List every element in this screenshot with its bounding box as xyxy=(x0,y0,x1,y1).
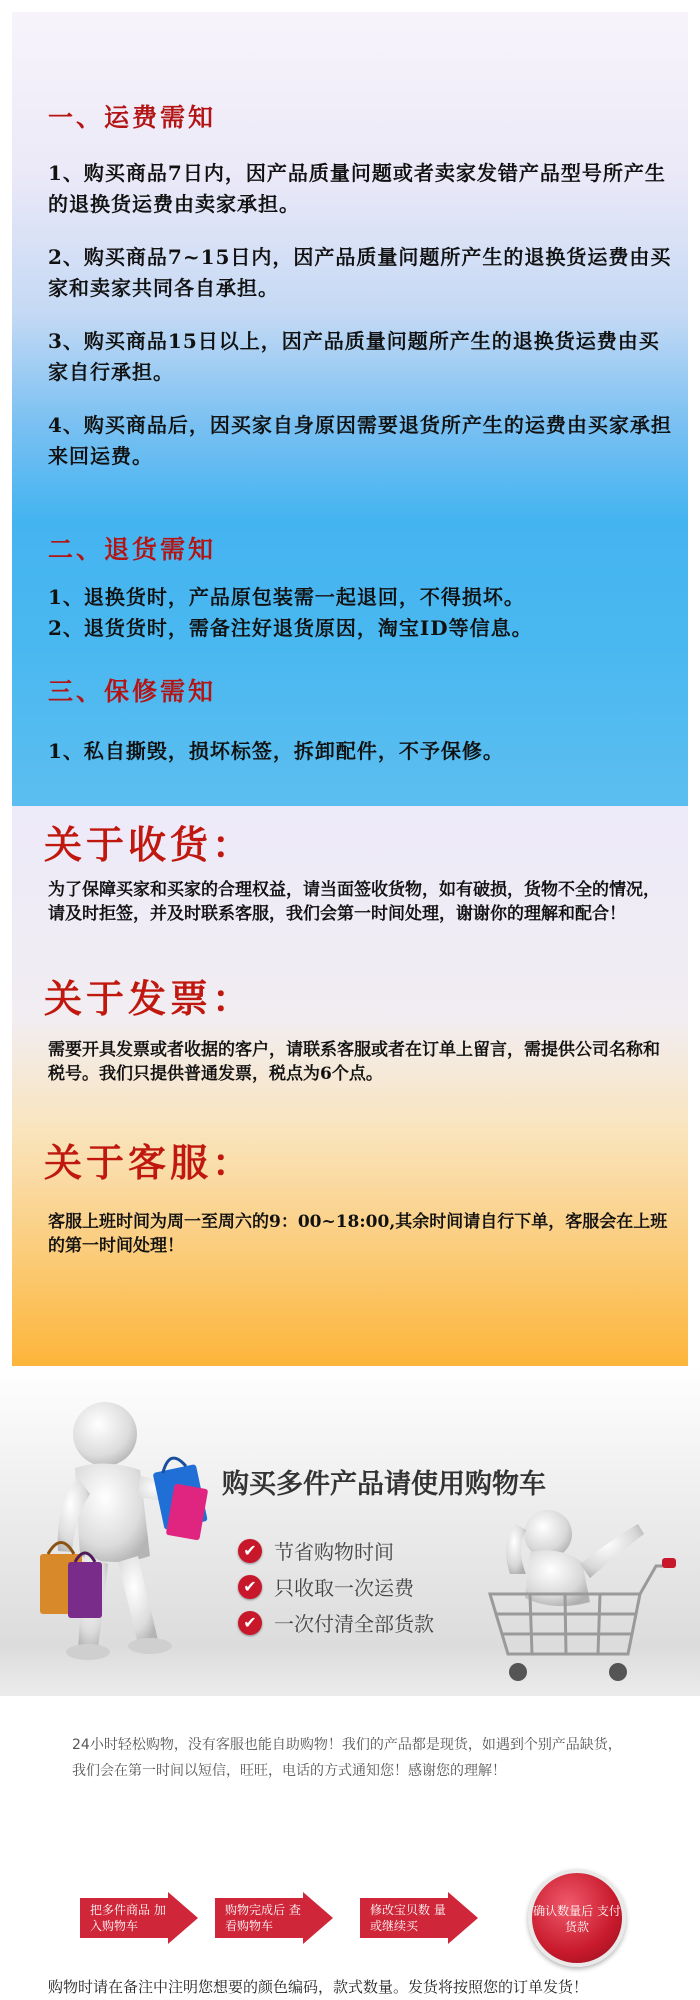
step-add-to-cart xyxy=(80,1892,198,1944)
benefit-item xyxy=(238,1536,394,1565)
step-view-cart xyxy=(215,1892,333,1944)
service-text: 客服上班时间为周一至周六的9：00~18:00,其余时间请自行下单，客服会在上班的第一时间处理！ xyxy=(48,1212,668,1256)
warranty-item-1: 1、私自撕毁，损坏标签，拆卸配件，不予保修。 xyxy=(48,739,504,763)
returns-title: 二、退货需知 xyxy=(48,535,217,564)
receipt-title: 关于收货： xyxy=(44,822,255,867)
cart-description: 24小时轻松购物，没有客服也能自助购物！我们的产品都是现货，如遇到个别产品缺货，我们会在第一时间以短信，旺旺，电话的方式通知您！感谢您的理解！ xyxy=(72,1737,622,1779)
cart-footer-note: 购物时请在备注中注明您想要的颜色编码，款式数量。发货将按照您的订单发货！ xyxy=(48,1978,589,1996)
shipping-item-3: 3、购买商品15日以上，因产品质量问题所产生的退换货运费由买家自行承担。 xyxy=(48,329,660,384)
invoice-title: 关于发票： xyxy=(44,976,255,1021)
shipping-item-4: 4、购买商品后，因买家自身原因需要退货所产生的运费由买家承担来回运费。 xyxy=(48,413,672,468)
notices-panel xyxy=(12,12,688,806)
cart-headline: 购买多件产品请使用购物车 xyxy=(222,1469,546,1500)
step-label: 把多件商品 加入购物车 xyxy=(90,1903,166,1933)
step-edit-quantity xyxy=(360,1892,478,1944)
benefit-item xyxy=(238,1572,414,1601)
service-title: 关于客服： xyxy=(44,1140,255,1185)
checkmark-icon: ✔ xyxy=(238,1611,262,1635)
checkmark-icon: ✔ xyxy=(238,1539,262,1563)
receipt-text: 为了保障买家和买家的合理权益，请当面签收货物，如有破损，货物不全的情况，请及时拒签，并及时联系客服，我们会第一时间处理，谢谢你的理解和配合！ xyxy=(48,880,660,924)
about-panel xyxy=(12,806,688,1366)
figure-with-bags-illustration xyxy=(20,1386,220,1686)
step-label: 修改宝贝数 量或继续买 xyxy=(370,1903,446,1933)
benefit-item xyxy=(238,1608,434,1637)
step-label: 购物完成后 查看购物车 xyxy=(225,1903,301,1933)
benefit-label: 节省购物时间 xyxy=(274,1540,394,1564)
step-confirm-pay xyxy=(528,1869,626,1967)
shopping-cart-illustration xyxy=(470,1494,680,1694)
returns-item-1: 1、退换货时，产品原包装需一起退回，不得损坏。 xyxy=(48,585,525,609)
benefit-label: 只收取一次运费 xyxy=(274,1576,414,1600)
returns-item-2: 2、退货货时，需备注好退货原因，淘宝ID等信息。 xyxy=(48,616,533,640)
benefit-label: 一次付清全部货款 xyxy=(274,1612,434,1636)
checkmark-icon: ✔ xyxy=(238,1575,262,1599)
shipping-title: 一、运费需知 xyxy=(48,103,217,132)
step-label: 确认数量后 支付货款 xyxy=(533,1904,621,1934)
shipping-item-2: 2、购买商品7~15日内，因产品质量问题所产生的退换货运费由买家和卖家共同各自承担。 xyxy=(48,245,672,300)
invoice-text: 需要开具发票或者收据的客户，请联系客服或者在订单上留言，需提供公司名称和税号。我们只提供普通发票，税点为6个点。 xyxy=(48,1040,660,1084)
warranty-title: 三、保修需知 xyxy=(48,677,217,706)
shipping-item-1: 1、购买商品7日内，因产品质量问题或者卖家发错产品型号所产生的退换货运费由卖家承担。 xyxy=(48,161,666,216)
cart-banner xyxy=(0,1366,700,2000)
